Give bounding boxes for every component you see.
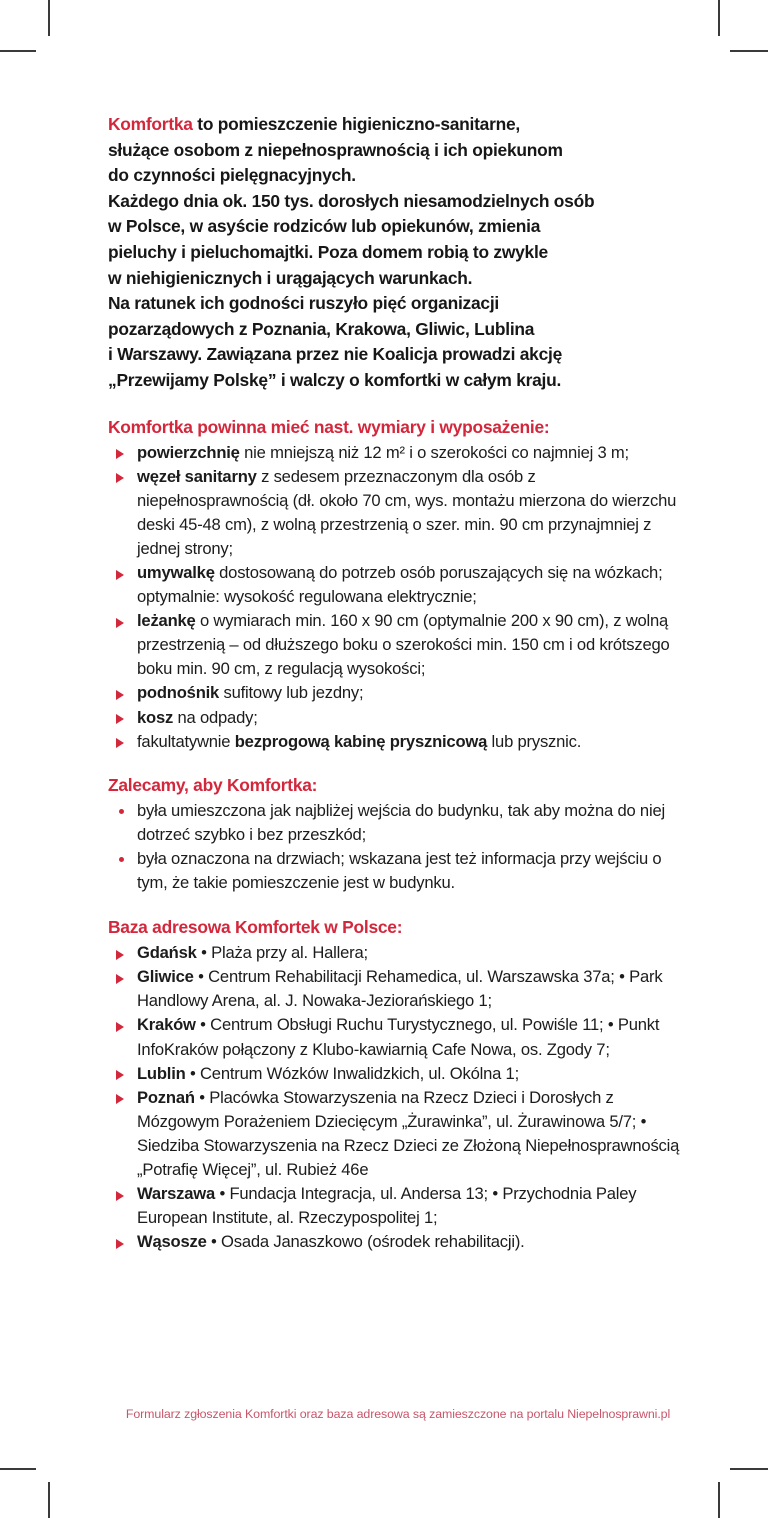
city-name: Gdańsk <box>137 943 197 963</box>
list-item <box>108 1013 688 1061</box>
intro-line-7: Na ratunek ich godności ruszyło pięć organizacji <box>108 293 499 314</box>
crop-mark-bottom-left-vertical <box>48 1482 50 1518</box>
item-rest: dostosowaną do potrzeb osób poruszających się na wózkach; optymalnie: wysokość regulowana elektrycznie; <box>137 563 663 607</box>
item-term: węzeł sanitarny <box>137 466 257 486</box>
item-term: podnośnik <box>137 683 220 703</box>
item-rest: sufitowy lub jezdny; <box>219 683 364 703</box>
crop-mark-bottom-right-vertical <box>718 1482 720 1518</box>
list-item <box>108 609 688 681</box>
intro-line-5: pieluchy i pieluchomajtki. Poza domem robią to zwykle <box>108 241 548 262</box>
item-pre: fakultatywnie <box>137 731 235 751</box>
city-address: • Fundacja Integracja, ul. Andersa 13; • Przychodnia Paley European Institute, al. Rzeczypospolitej 1; <box>137 1184 637 1228</box>
city-name: Kraków <box>137 1015 196 1035</box>
intro-line-3: Każdego dnia ok. 150 tys. dorosłych niesamodzielnych osób <box>108 190 595 211</box>
list-item <box>108 561 688 609</box>
item-rest: na odpady; <box>173 707 258 727</box>
list-item <box>108 681 688 705</box>
item-rest: lub prysznic. <box>487 731 582 751</box>
intro-line-4: w Polsce, w asyście rodziców lub opiekunów, zmienia <box>108 216 541 237</box>
item-term: bezprogową kabinę prysznicową <box>234 731 488 751</box>
crop-mark-bottom-right-horizontal <box>730 1468 768 1470</box>
intro-line-8: pozarządowych z Poznania, Krakowa, Gliwic, Lublina <box>108 318 535 339</box>
list-item <box>108 706 688 730</box>
section-addresses <box>108 915 688 1254</box>
item-rest: o wymiarach min. 160 x 90 cm (optymalnie 200 x 90 cm), z wolną przestrzenią – od dłuższego boku o szerokości min. 150 cm i od krótszego boku min. 90 cm, z regulacją wysokości; <box>137 611 670 679</box>
item-term: leżankę <box>137 611 196 631</box>
list-item <box>108 1062 688 1086</box>
intro-line-10: „Przewijamy Polskę” i walczy o komfortki w całym kraju. <box>108 369 562 390</box>
equipment-heading: Komfortka powinna mieć nast. wymiary i wyposażenie: <box>108 416 550 437</box>
intro-line-1: służące osobom z niepełnosprawnością i ich opiekunom <box>108 139 563 160</box>
equipment-list <box>108 441 688 754</box>
section-equipment <box>108 415 688 754</box>
item-rest: z sedesem przeznaczonym dla osób z niepełnosprawnością (dł. około 70 cm, wys. montażu mierzona do wierzchu deski 45-48 cm), z wolną przestrzenią o szer. min. 90 cm przynajmniej z jednej strony; <box>137 466 677 558</box>
list-item <box>108 965 688 1013</box>
intro-paragraph <box>108 112 688 394</box>
crop-mark-top-left-vertical <box>48 0 50 36</box>
crop-mark-top-right-vertical <box>718 0 720 36</box>
city-name: Warszawa <box>137 1184 216 1204</box>
list-item <box>108 465 688 561</box>
addresses-list <box>108 941 688 1254</box>
item-term: powierzchnię <box>137 442 240 462</box>
city-name: Gliwice <box>137 967 194 987</box>
list-item <box>108 1086 688 1182</box>
city-address: • Centrum Wózków Inwalidzkich, ul. Okólna 1; <box>185 1063 519 1083</box>
city-name: Wąsosze <box>137 1232 207 1252</box>
list-item <box>108 1182 688 1230</box>
city-address: • Centrum Obsługi Ruchu Turystycznego, ul. Powiśle 11; • Punkt InfoKraków połączony z Klubo-kawiarnią Cafe Nowa, os. Zgody 7; <box>137 1015 660 1059</box>
list-item <box>108 441 688 465</box>
section-recommendations <box>108 773 688 895</box>
intro-line-0-rest: to pomieszczenie higieniczno-sanitarne, <box>192 114 520 134</box>
intro-line-6: w niehigienicznych i urągających warunkach. <box>108 267 473 288</box>
intro-line-2: do czynności pielęgnacyjnych. <box>108 165 356 186</box>
crop-mark-top-right-horizontal <box>730 50 768 52</box>
intro-line-9: i Warszawy. Zawiązana przez nie Koalicja prowadzi akcję <box>108 344 563 365</box>
brochure-panel <box>108 112 688 1254</box>
city-address: • Placówka Stowarzyszenia na Rzecz Dzieci i Dorosłych z Mózgowym Porażeniem Dziecięcym „Żurawinka”, ul. Żurawinowa 5/7; • Siedziba Stowarzyszenia na Rzecz Dzieci ze Złożoną Niepełnosprawnością „Potrafię Więcej”, ul. Rubież 46e <box>137 1087 680 1179</box>
recommendations-list <box>108 799 688 895</box>
brand-name: Komfortka <box>108 114 193 134</box>
city-address: • Centrum Rehabilitacji Rehamedica, ul. Warszawska 37a; • Park Handlowy Arena, al. J. Nowaka-Jeziorańskiego 1; <box>137 967 663 1011</box>
footer-note: Formularz zgłoszenia Komfortki oraz baza adresowa są zamieszczone na portalu Niepelnosprawni.pl <box>125 1407 671 1421</box>
intro-line-0 <box>108 112 688 138</box>
item-term: umywalkę <box>137 563 215 582</box>
crop-mark-bottom-left-horizontal <box>0 1468 36 1470</box>
city-address: • Osada Janaszkowo (ośrodek rehabilitacji). <box>206 1232 525 1252</box>
list-item <box>108 730 688 754</box>
city-address: • Plaża przy al. Hallera; <box>196 943 368 963</box>
crop-mark-top-left-horizontal <box>0 50 36 52</box>
city-name: Poznań <box>137 1087 195 1107</box>
recommendations-heading: Zalecamy, aby Komfortka: <box>108 774 318 795</box>
item-rest: nie mniejszą niż 12 m² i o szerokości co najmniej 3 m; <box>239 442 629 462</box>
list-item <box>108 1230 688 1254</box>
city-name: Lublin <box>137 1063 186 1083</box>
item-term: kosz <box>137 707 174 727</box>
list-item <box>108 941 688 965</box>
list-item: była oznaczona na drzwiach; wskazana jest też informacja przy wejściu o tym, że takie pomieszczenie jest w budynku. <box>108 847 688 895</box>
addresses-heading: Baza adresowa Komfortek w Polsce: <box>108 917 403 938</box>
list-item: była umieszczona jak najbliżej wejścia do budynku, tak aby można do niej dotrzeć szybko i bez przeszkód; <box>108 799 688 847</box>
